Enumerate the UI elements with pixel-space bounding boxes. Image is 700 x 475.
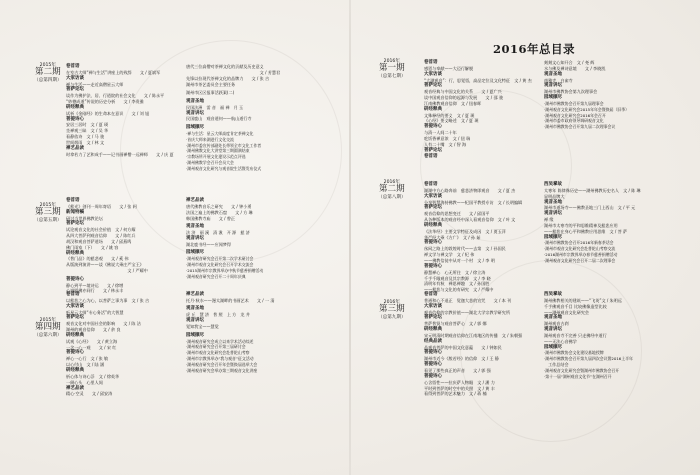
toc-entry: 《慈光》创刊一周年寄语 文 / 张 轲 bbox=[66, 203, 137, 209]
toc-entry: ·湖州市佛教协会召开第九届理事会 bbox=[544, 100, 604, 106]
toc-entry: 看见了那些真正的声音 文 / 郭 强 bbox=[424, 367, 491, 373]
toc-entry: 湖州市太寒寺的平和思维精神及慈悲应用 bbox=[544, 222, 618, 228]
section-heading: 大家访谈 bbox=[66, 303, 84, 309]
issue-2015-4 bbox=[34, 318, 62, 338]
section-heading: 卷首语 bbox=[424, 153, 438, 159]
toc-entry: 禅心一心行 文 / 张 敏 bbox=[66, 356, 109, 362]
toc-entry: ·首庆大师来湖进行文化交流 bbox=[186, 136, 234, 142]
section-heading: 菩萨论坛 bbox=[66, 221, 84, 227]
toc-entry: ·湖州市佛教协会召开2016年新春茶话会 bbox=[544, 240, 614, 246]
page-title: 2016年总目录 bbox=[493, 42, 576, 56]
toc-entry: 观音经典与中国文化的关系 文 / 夏广兴 bbox=[424, 89, 502, 95]
section-heading: 卷首语 bbox=[424, 292, 438, 297]
toc-entry: 时拿若力了艺和成手——记书画禅僧一远禅师 文 / 庆 夏 bbox=[66, 151, 174, 157]
issue-2016-3 bbox=[378, 300, 406, 320]
toc-entry: ——佛教信徒中从对一个村 文 / 李 明 bbox=[424, 257, 495, 263]
section-heading: 观音讲坛 bbox=[544, 211, 562, 217]
toc-entry: 文 / 芳慧君 bbox=[186, 69, 281, 75]
toc-column-2016-1-left bbox=[424, 60, 542, 159]
section-heading: 菩萨论坛 bbox=[424, 315, 442, 321]
toc-entry: 分享智慧海持佛教——纪国平教授专访 文 / 长明编辑 bbox=[424, 199, 523, 205]
toc-entry: 吃饭香禅意浓 文 / 钮 瑞 bbox=[424, 135, 471, 141]
toc-entry: ·湖州市观音文化研究会召开学术交流会 bbox=[186, 262, 254, 268]
toc-entry: 工作总结会 bbox=[544, 362, 569, 368]
toc-entry: 从四大菩萨到观音信仰 文 / 陈红兵 bbox=[66, 233, 136, 239]
toc-entry: 民国法洲 雷 音 福 禅 月 玉 bbox=[186, 104, 244, 110]
section-heading: 研经释典 bbox=[66, 104, 84, 110]
toc-entry: 宋元明清时期观音信仰在江南地区的传播 文 / 朱朝强 bbox=[424, 332, 523, 338]
issue-number: 第二期 bbox=[378, 184, 405, 195]
toc-entry: 观音信仰的宗教价值——湖北大学宗教学研究所 bbox=[424, 309, 510, 315]
toc-entry: ·湖州观音文化研究会暨湖州市佛教协会召开 bbox=[544, 367, 620, 373]
section-heading: 菩萨论坛 bbox=[66, 87, 84, 93]
toc-entry: 唐代佛教音乐之研究 文 / 钟小勇 bbox=[186, 203, 252, 209]
toc-entry: 与清一人间二十年 bbox=[424, 130, 457, 136]
toc-entry: 韩国佛教寺庙 文 / 曾正 bbox=[186, 215, 236, 221]
section-heading: 观音圣地 bbox=[186, 306, 204, 312]
toc-entry: 胡汉和观音菩萨道场 文 / 邱燕鸣 bbox=[66, 238, 132, 244]
toc-entry: 禅文学与禅文学 文 / 纪 伟 bbox=[424, 252, 475, 258]
section-heading: 卷首语 bbox=[66, 292, 80, 297]
toc-entry: 丝网之路上的敦煌时代——去第 文 / 孙国民 bbox=[424, 246, 506, 252]
toc-entry: 文 / 严耀中 bbox=[66, 268, 148, 274]
toc-column-2015-2-left bbox=[66, 64, 182, 158]
section-heading: 观音圣地 bbox=[186, 224, 204, 230]
section-heading: 菩提诗心 bbox=[424, 263, 442, 269]
section-heading: 观音讲坛 bbox=[186, 235, 204, 241]
section-heading: 研经释典 bbox=[66, 332, 84, 338]
toc-entry: 湖州市茶艺委员会主要任务 bbox=[186, 81, 236, 87]
toc-entry: ·湖州市宗教界举办“我与观音”征文活动 bbox=[186, 356, 254, 362]
toc-entry: 心含悟性——拉庆萨人物眼 文 / 潘 力 bbox=[424, 379, 495, 385]
toc-entry: 在室古大师“禅与生活”讲座上的致辞 文 / 夏斌军 bbox=[66, 69, 161, 75]
issue-total: （总第四期） bbox=[34, 77, 62, 83]
toc-column-2016-2-left bbox=[424, 182, 542, 293]
toc-entry: 感恩与奉献——大迈行解脱 bbox=[424, 65, 474, 71]
toc-entry: 看静依诗 文 / 马 骏 bbox=[66, 134, 105, 140]
toc-entry: 心诚愿佛亦同行 文 / 林永丰 bbox=[66, 288, 124, 294]
section-heading: 园域撷尽 bbox=[544, 234, 562, 240]
section-heading: 观音讲坛 bbox=[186, 110, 204, 116]
toc-entry: 湖州市道场寺——佛教圣地三门上西山 文 / 平 元 bbox=[544, 205, 636, 211]
issue-total: （总第六期） bbox=[34, 332, 62, 338]
toc-entry: 析心体与诗心浮 文 / 徐英华 bbox=[66, 373, 120, 379]
toc-column-2016-2-right bbox=[544, 182, 692, 264]
section-heading: 园域撷尽 bbox=[186, 250, 204, 256]
issue-number: 第四期 bbox=[34, 322, 61, 333]
toc-entry: 湖北鹿书经——应闻梦得 bbox=[186, 241, 232, 247]
section-heading: 卷首语 bbox=[424, 182, 438, 187]
toc-column-2016-3-right bbox=[544, 292, 692, 380]
toc-entry: 世间烟雨 文 / 林 文 bbox=[66, 139, 105, 145]
toc-entry: ·第十一届“湖州观音文化节”在湖州召开 bbox=[544, 373, 612, 379]
issue-year: 2015年 bbox=[39, 203, 56, 208]
toc-entry: ·湖州观音研究会成立以来学术活动综述 bbox=[186, 338, 254, 344]
section-heading: 研经释典 bbox=[66, 250, 84, 256]
toc-entry: 湖州观音寺不完善 只走佛经中道行 bbox=[544, 332, 607, 338]
toc-entry: “妙德成道”传说的历史分析 文 / 李贵雅 bbox=[66, 99, 144, 105]
section-heading: 研经释典 bbox=[424, 327, 442, 333]
section-heading: 观音圣地 bbox=[186, 98, 204, 104]
toc-entry: 观音信仰的思想变迁 文 / 邱国平 bbox=[424, 211, 490, 217]
section-heading: 禅艺品读 bbox=[66, 145, 84, 151]
section-heading: 观音圣地 bbox=[544, 71, 562, 77]
page-fold bbox=[349, 0, 351, 475]
toc-entry: 研讨当世界佛教论坛 bbox=[66, 215, 103, 221]
section-heading: 新闻特稿 bbox=[66, 209, 84, 215]
section-heading: 观音圣地 bbox=[544, 199, 562, 205]
toc-entry: ·湖州观音文化研究会召开二届二次理事会 bbox=[544, 257, 616, 263]
toc-entry: ·2016湖州市宗教界举办春节慈善捐赠活动 bbox=[544, 252, 618, 258]
toc-entry: “大湖观音”：行，思觉悟，高品定位及文化特征 文 / 黄 杰 bbox=[424, 77, 532, 83]
issue-total: （总第九期） bbox=[378, 314, 406, 320]
section-heading: 菩提诗心 bbox=[424, 240, 442, 246]
toc-entry: ——慈悲在身心平和佛教应用思维 文 / 菩 萨 bbox=[544, 228, 628, 234]
toc-entry: 《普门品》的慈悲观 文 / 奚 伟 bbox=[66, 256, 129, 262]
toc-entry: 品观音菩萨的中国文化意蕴 文 / 钟如民 bbox=[424, 344, 502, 350]
toc-column-2015-4-left bbox=[66, 292, 182, 397]
toc-entry: 湖州的观音信仰 文 / 余 良 bbox=[66, 327, 121, 333]
toc-entry: ·湖州市委宣传部副处长带领全市文化工作者 bbox=[186, 142, 262, 148]
section-heading: 西吴掌故 bbox=[544, 292, 562, 297]
toc-entry: 以心付山 文 / 陆 涵 bbox=[66, 362, 105, 368]
toc-entry: ·湖州市委市政府领导调研观音文化 bbox=[544, 118, 604, 124]
section-heading: 卷首语 bbox=[424, 60, 438, 65]
toc-entry: 南雅寺 白雀寺 bbox=[544, 77, 573, 83]
section-heading: 大家访谈 bbox=[424, 71, 442, 77]
toc-entry: 千手千眼观音及其宗教源 文 / 李 晓 bbox=[424, 275, 491, 281]
toc-entry: ·湖州观音文化研究会2015年年会暨换届（旧季） bbox=[544, 106, 630, 112]
section-heading: 园域撷尽 bbox=[186, 332, 204, 338]
toc-entry: 刻刻文心知开合 文 / 尧 辉 bbox=[544, 60, 595, 65]
section-heading: 园域撷尽 bbox=[544, 344, 562, 350]
toc-entry: 太寒年 陈律殊历史——湖州佛教历史名人 文 / 陈 琳 bbox=[544, 187, 641, 193]
section-heading: 大家访谈 bbox=[66, 75, 84, 81]
toc-entry: 静慧禅心 心无所住 文 / 徐立涛 bbox=[424, 269, 486, 275]
toc-entry: 禅 缘 bbox=[544, 217, 554, 223]
toc-entry: 《心经》要义略述 文 / 夏 瑛 bbox=[424, 118, 479, 124]
issue-year: 2016年 bbox=[383, 180, 400, 185]
section-heading: 菩提诗心 bbox=[66, 350, 84, 356]
section-heading: 禅艺品读 bbox=[186, 198, 204, 203]
toc-entry: ·2015湖州市宗教界举办中秋节慈善捐赠活动 bbox=[186, 267, 264, 273]
toc-entry: 安居三居时 文 / 夏 瑛 bbox=[66, 122, 109, 128]
issue-number: 第二期 bbox=[34, 67, 61, 78]
section-heading: 菩提诗心 bbox=[424, 362, 442, 368]
toc-entry: 试观《心经》 文 / 黄立海 bbox=[66, 338, 118, 344]
toc-entry: 普通和心不退正 觉迦大悲的宣咒 文 / 本 刊 bbox=[424, 297, 512, 303]
toc-entry: 坐禅观三昧 文 / 吴 华 bbox=[66, 128, 109, 134]
section-heading: 卷首语 bbox=[66, 64, 80, 69]
section-heading: 禅艺品读 bbox=[186, 292, 204, 297]
toc-entry: 托月·秋水——漫太湖畔的书画艺术 文 / 一 清 bbox=[186, 297, 275, 303]
toc-entry: 湖州观音古刹 bbox=[544, 321, 569, 327]
issue-2015-2 bbox=[34, 63, 62, 83]
section-heading: 菩萨论坛 bbox=[66, 315, 84, 321]
section-heading: 菩提诗心 bbox=[424, 373, 442, 379]
toc-entry: 唐代三位高僧对茶禅文化的贡献及历史意义 bbox=[186, 64, 264, 69]
section-heading: 菩提诗心 bbox=[66, 276, 84, 282]
section-heading: 园域撷尽 bbox=[544, 95, 562, 101]
section-heading: 菩萨论坛 bbox=[424, 205, 442, 211]
toc-entry: 精心·空灵 文 / 邱安涛 bbox=[66, 391, 113, 397]
toc-entry: ——湖州观音文化研究会 bbox=[544, 309, 590, 315]
issue-number: 第三期 bbox=[378, 304, 405, 315]
toc-entry: 试析《金刚经》的生命本在意识 文 / 刘 旭 bbox=[66, 110, 150, 116]
toc-entry: 法 济 丽 溪 清 湫 开 源 慈 济 bbox=[186, 230, 250, 236]
toc-entry: 禅与生活——走近高僧星云大师 bbox=[66, 81, 124, 87]
toc-entry: 先锋以拉现代茶禅文化的品牌力 文 / 张 吉 bbox=[186, 75, 270, 81]
section-heading: 观音讲坛 bbox=[186, 318, 204, 324]
issue-year: 2015年 bbox=[39, 318, 56, 323]
issue-total: （总第八期） bbox=[378, 194, 406, 200]
toc-entry: 静心到平—境诗运 文 / 徐增 bbox=[66, 282, 124, 288]
toc-entry: 菩萨普贤与观音菩萨心 文 / 郭 娜 bbox=[424, 321, 487, 327]
section-heading: 研经释典 bbox=[66, 367, 84, 373]
issue-2016-1 bbox=[378, 59, 406, 79]
toc-entry: 湖州市佛教协会第九次理事会 bbox=[544, 89, 598, 95]
section-heading: 菩提诗心 bbox=[424, 350, 442, 356]
toc-entry: 水与佛及禅诗意境 文 / 李晓凯 bbox=[544, 65, 606, 71]
section-heading: 菩萨论坛 bbox=[424, 83, 442, 89]
section-heading: 大家访谈 bbox=[424, 303, 442, 309]
issue-total: （总第七期） bbox=[378, 73, 406, 79]
toc-entry: ·湖州市佛教协会召开第九届四次会议暨2016上半年 bbox=[544, 356, 633, 362]
toc-entry: ——慈悲与文化的有研究 文 / 严耀中 bbox=[424, 287, 494, 293]
section-heading: 观音讲坛 bbox=[544, 327, 562, 333]
toc-entry: 平时到菩萨的时空中的关照 文 / 黄 丰 bbox=[424, 385, 495, 391]
section-heading: 菩萨论坛 bbox=[424, 147, 442, 153]
toc-entry: ·湖州佛教文化大讲堂第三期圆满结束 bbox=[186, 148, 250, 154]
section-heading: 禅艺品读 bbox=[66, 385, 84, 391]
toc-entry: 华严经大乘《方广》 文 / 孙 茹 bbox=[424, 234, 481, 240]
toc-column-2016-1-right bbox=[544, 60, 692, 130]
issue-total: （总第五期） bbox=[34, 217, 62, 223]
toc-entry: ·湖州观音文化研究与观音院生活暨发布仪式 bbox=[186, 165, 262, 171]
toc-entry: ·湖州市佛教协会文化建设基地授牌 bbox=[544, 350, 604, 356]
issue-2016-2 bbox=[378, 180, 406, 200]
toc-entry: 湖州市近今《般若经》的信仰 文 / 王 静 bbox=[424, 356, 499, 362]
section-heading: 大家访谈 bbox=[424, 193, 442, 199]
toc-column-2016-3-left bbox=[424, 292, 542, 397]
toc-entry: 以慈悲之心为心，以菩萨之事为事 文 / 张 吉 bbox=[66, 297, 150, 303]
toc-entry: 觉知我宝——慧觉 bbox=[186, 324, 219, 330]
toc-entry: ·湖州观音研究会召开二十周年庆典 bbox=[186, 273, 246, 279]
toc-entry: ·湖州观音文化研究会2016年会召开 bbox=[544, 112, 606, 118]
section-heading: 研经释典 bbox=[424, 222, 442, 228]
toc-entry: ·湖州观音研究会召开第三届研讨会 bbox=[186, 344, 246, 350]
toc-entry: 一念一心一观 文 / 宋 红 bbox=[66, 344, 117, 350]
toc-entry: 试论观音文化的社会价值 文 / 何方耀 bbox=[66, 227, 136, 233]
toc-entry: 湖州市区区报事活跃案(二) bbox=[186, 90, 235, 96]
toc-entry: ·湖州佛教学会召开会员大会 bbox=[186, 160, 234, 166]
section-heading: 菩提诗心 bbox=[66, 116, 84, 122]
toc-entry: 佛门雨家（下） 文 / 姚 容 bbox=[66, 244, 119, 250]
toc-entry: 千手佛观音千目 比较佛像造型比较 bbox=[544, 303, 607, 309]
toc-entry: 湖湖中方心路奔前 慈悲济物即观音 文 / 夏 杰 bbox=[424, 187, 516, 193]
toc-entry: ·宗教场所开展文化建设示范点评选 bbox=[186, 154, 246, 160]
toc-entry: ——无法心音佛学 bbox=[544, 338, 577, 344]
issue-number: 第一期 bbox=[378, 63, 405, 74]
toc-column-2015-2-right bbox=[186, 64, 336, 172]
toc-entry: 虎 丘 慧 济 普 照 上 方 龙 井 bbox=[186, 312, 250, 318]
toc-entry: ·湖州市观音文化研究会赴普陀山考察 bbox=[186, 350, 250, 356]
section-heading: 研经释典 bbox=[424, 106, 442, 112]
toc-entry: 民国鹿山 观音道何——航山道行寺 bbox=[186, 116, 252, 122]
toc-entry: 从版演到演讲——谈《佛说大乘庄严宝王》 bbox=[66, 262, 144, 268]
toc-entry: 听星云大师“专心务活”的大智慧 bbox=[66, 309, 124, 315]
section-heading: 经典品读 bbox=[424, 338, 442, 344]
toc-entry: ·禅与生活：星云大师高度肯定茶禅文化 bbox=[186, 130, 254, 136]
toc-column-2015-3-right bbox=[186, 198, 336, 280]
toc-entry: 人有二十嘴 文 / 智 海 bbox=[424, 141, 467, 147]
section-heading: 卷首语 bbox=[66, 198, 80, 203]
section-heading: 观音讲坛 bbox=[544, 83, 562, 89]
toc-entry: ·湖州观音研究会举办第三期观音文化讲座 bbox=[186, 367, 258, 373]
section-heading: 观音圣地 bbox=[544, 315, 562, 321]
toc-column-2015-4-right bbox=[186, 292, 336, 374]
toc-entry: 江南佛教观音信仰 文 / 钮春晖 bbox=[424, 100, 482, 106]
issue-year: 2016年 bbox=[383, 300, 400, 305]
toc-entry: 观音文化对中国社会的影响 文 / 陈 洁 bbox=[66, 321, 141, 327]
toc-entry: 清明年有秋 禅思禅趣 文 / 孙国胜 bbox=[424, 281, 490, 287]
section-heading: 园域撷尽 bbox=[186, 124, 204, 130]
section-heading: 菩提诗心 bbox=[424, 124, 442, 130]
toc-entry: 文殊释经的要义 文 / 夏 瑛 bbox=[424, 112, 475, 118]
toc-entry: 谈作为佛护法、居、行道院的社会文化 文 / 陈永平 bbox=[66, 93, 165, 99]
issue-year: 2015年 bbox=[39, 63, 56, 68]
toc-entry: 《法华经》主要文学特征及成因 文 / 贾玉萍 bbox=[424, 228, 506, 234]
toc-entry: 法国之遍上的佛教石窟 文 / 方 琳 bbox=[186, 209, 253, 215]
toc-entry: ·湖州观音研究会召开年会暨换届选举大会 bbox=[186, 361, 258, 367]
toc-entry: 显明品牌大 bbox=[544, 193, 565, 199]
toc-entry: 一阕心头 心里人间 bbox=[66, 379, 103, 385]
toc-entry: 从各种版本的观音经中深入看观音信仰 文 / 叶 文 bbox=[424, 217, 516, 223]
issue-year: 2016年 bbox=[383, 59, 400, 64]
toc-entry: 湖州佛教相关的建筑——“飞英”文 / 朱明远 bbox=[544, 297, 622, 303]
toc-entry: ·湖州观音研究会召开第二次学术研讨会 bbox=[186, 256, 254, 262]
issue-number: 第三期 bbox=[34, 207, 61, 218]
toc-entry: 看得到菩萨的艺术魅力 文 / 蒋 楠 bbox=[424, 391, 487, 397]
section-heading: 西吴掌故 bbox=[544, 182, 562, 187]
toc-entry: ·湖州市观音文化研究会赴普陀山考察交流 bbox=[544, 246, 616, 252]
toc-column-2015-3-left bbox=[66, 198, 182, 294]
issue-2015-3 bbox=[34, 203, 62, 223]
toc-entry: 谈中国观音信仰的起源与发展 文 / 邵 骏 bbox=[424, 95, 503, 101]
toc-entry: ·湖州市佛教协会召开第九届二次理事会议 bbox=[544, 124, 616, 130]
